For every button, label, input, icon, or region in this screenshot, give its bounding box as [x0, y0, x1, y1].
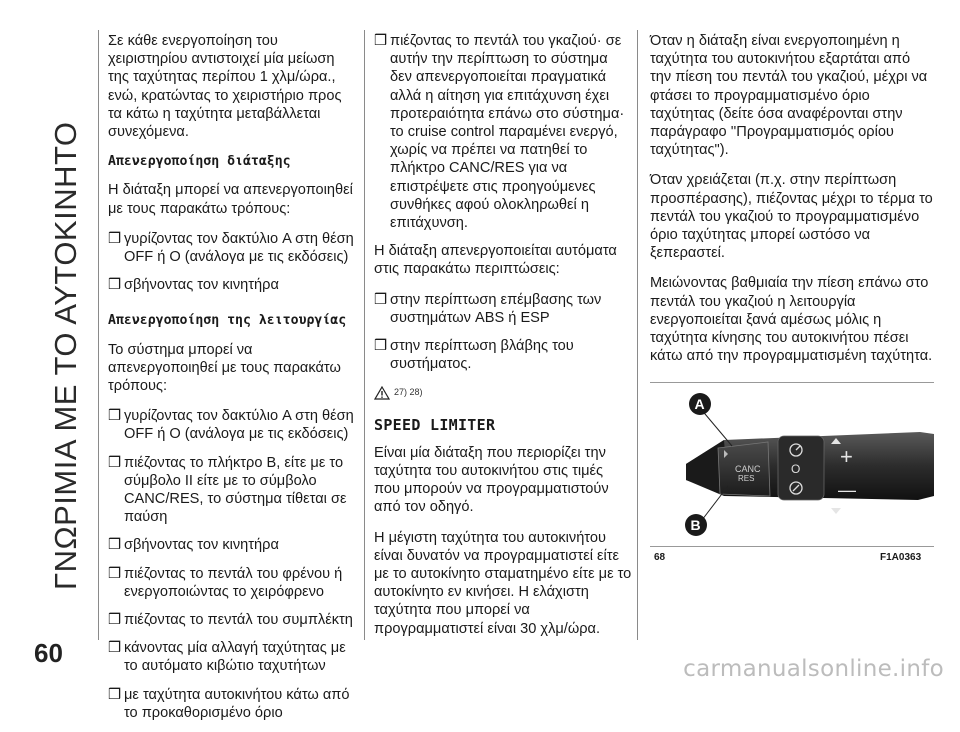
- paragraph-disable-function: Το σύστημα μπορεί να απενεργοποιηθεί με τους παρακάτω τρόπους:: [108, 341, 341, 395]
- list-item: ❒ πιέζοντας το πεντάλ του φρένου ή ενεργοποιώντας το χειρόφρενο: [108, 565, 343, 600]
- column-divider: [98, 30, 99, 640]
- bullet-marker: ❒: [108, 230, 122, 247]
- intro-paragraph: Σε κάθε ενεργοποίηση του χειριστηρίου αντιστοιχεί μία μείωση της ταχύτητας περίπου 1 χλμ/ώρα., ενώ, κρατώντας το χειριστήριο προς τα κάτω η ταχύτητα μεταβάλλεται συνεχόμενα.: [108, 33, 342, 141]
- plus-label: +: [840, 444, 853, 469]
- list-item: ❒ στην περίπτωση επέμβασης των συστημάτων ABS ή ESP: [374, 291, 602, 326]
- warning-references: [374, 383, 632, 401]
- watermark-text: carmanualsonline.info: [683, 656, 944, 682]
- figure-code: F1A0363: [880, 552, 922, 563]
- column-divider: [364, 30, 365, 640]
- figure-number: 68: [654, 552, 666, 563]
- section-side-title: [18, 30, 83, 640]
- paragraph-speed-limiter-1: Είναι μία διάταξη που περιορίζει την ταχύτητα του αυτοκινήτου στις τιμές που μπορούν να προγραμματιστούν από τον οδηγό.: [374, 444, 609, 516]
- paragraph-col3-1: Όταν η διάταξη είναι ενεργοποιημένη η ταχύτητα του αυτοκινήτου εξαρτάται από την πίεση του πεντάλ του γκαζιού, μέχρι να φτάσει το προγραμματισμένο όριο ταχύτητας (δείτε όσα αναφέρονται στην παράγραφο ''Προγραμματισμός ορίου ταχύτητας").: [650, 33, 928, 159]
- reference-numbers: 27) 28): [394, 387, 423, 398]
- text-column-1: [108, 32, 358, 732]
- ring-off-label: O: [791, 462, 801, 476]
- paragraph-col3-2: Όταν χρειάζεται (π.χ. στην περίπτωση προσπέρασης), πιέζοντας μέχρι το τέρμα το πεντάλ του γκαζιού το προγραμματισμένο όριο ταχύτητας μπορεί ωστόσο να ξεπεραστεί.: [650, 172, 933, 262]
- cruise-control-lever-figure: [650, 384, 934, 544]
- list-item: ❒ πιέζοντας το πεντάλ του συμπλέκτη: [108, 612, 353, 629]
- res-label: RES: [738, 474, 755, 483]
- list-item: ❒ σβήνοντας τον κινητήρα: [108, 277, 279, 294]
- list-item: ❒ γυρίζοντας τον δακτύλιο A στη θέση OFF ή O (ανάλογα με τις εκδόσεις): [108, 408, 354, 443]
- heading-disable-function: Απενεργοποίηση της λειτουργίας: [108, 313, 347, 329]
- column-divider: [637, 30, 638, 640]
- minus-label: —: [838, 480, 856, 500]
- paragraph-disable-device: Η διάταξη μπορεί να απενεργοποιηθεί με τους παρακάτω τρόπους:: [108, 182, 353, 217]
- canc-label: CANC: [735, 464, 761, 474]
- warning-triangle-icon: [374, 386, 390, 400]
- callout-b-label: B: [690, 517, 701, 533]
- text-column-3: [650, 32, 935, 377]
- list-item: ❒ κάνοντας μία αλλαγή ταχύτητας με το αυτόματο κιβώτιο ταχυτήτων: [108, 640, 346, 675]
- list-item: ❒ πιέζοντας το πεντάλ του γκαζιού· σε αυτήν την περίπτωση το σύστημα δεν απενεργοποιείται πραγματικά αλλά η αίτηση για επιτάχυνση έχει προτεραιότητα επάνω στο σύστημα· το cruise control παραμένει ενεργό, χωρίς να πρέπει να πατηθεί το πλήκτρο CANC/RES για να επιστρέψετε στις προηγούμενες συνθήκες αφού ολοκληρωθεί η επιτάχυνση.: [374, 33, 625, 232]
- paragraph-col3-3: Μειώνοντας βαθμιαία την πίεση επάνω στο πεντάλ του γκαζιού η λειτουργία ενεργοποιείται ξανά αμέσως μόλις η ταχύτητα κίνησης του αυτοκινήτου πέσει κάτω από την προγραμματισμένη ταχύτητα.: [650, 275, 933, 365]
- list-item: ❒ με ταχύτητα αυτοκινήτου κάτω από το προκαθορισμένο όριο: [108, 686, 350, 721]
- figure-top-rule: [650, 382, 934, 383]
- arrow-down-icon: [831, 508, 841, 514]
- text-column-2: [374, 32, 632, 650]
- list-item: ❒ σβήνοντας τον κινητήρα: [108, 537, 279, 554]
- heading-speed-limiter: SPEED LIMITER: [374, 415, 496, 434]
- paragraph-speed-limiter-2: Η μέγιστη ταχύτητα του αυτοκινήτου είναι δυνατόν να προγραμματιστεί είτε με το αυτοκίνητο σταματημένο είτε με το αυτοκίνητο εν κινήσει. Η ελάχιστη ταχύτητα που μπορεί να προγραμματιστεί είναι 30 χλμ/ώρα.: [374, 529, 632, 637]
- page-number: 60: [34, 638, 63, 668]
- list-item: ❒ γυρίζοντας τον δακτύλιο A στη θέση OFF ή O (ανάλογα με τις εκδόσεις): [108, 230, 354, 266]
- callout-a-label: A: [694, 396, 705, 412]
- bullet-marker: ❒: [108, 277, 122, 294]
- figure-bottom-rule: [650, 546, 934, 547]
- list-item: ❒ στην περίπτωση βλάβης του συστήματος.: [374, 338, 574, 373]
- lever-illustration: [650, 384, 934, 544]
- section-title-text: ΓΝΩΡΙΜΙΑ ΜΕ ΤΟ ΑΥΤΟΚΙΝΗΤΟ: [48, 121, 83, 590]
- list-item: ❒ πιέζοντας το πλήκτρο B, είτε με το σύμβολο II είτε με το σύμβολο CANC/RES, το σύστημα τίθεται σε παύση: [108, 454, 347, 526]
- heading-disable-device: Απενεργοποίηση διάταξης: [108, 154, 291, 170]
- paragraph-auto-disable: Η διάταξη απενεργοποιείται αυτόματα στις παρακάτω περιπτώσεις:: [374, 243, 617, 278]
